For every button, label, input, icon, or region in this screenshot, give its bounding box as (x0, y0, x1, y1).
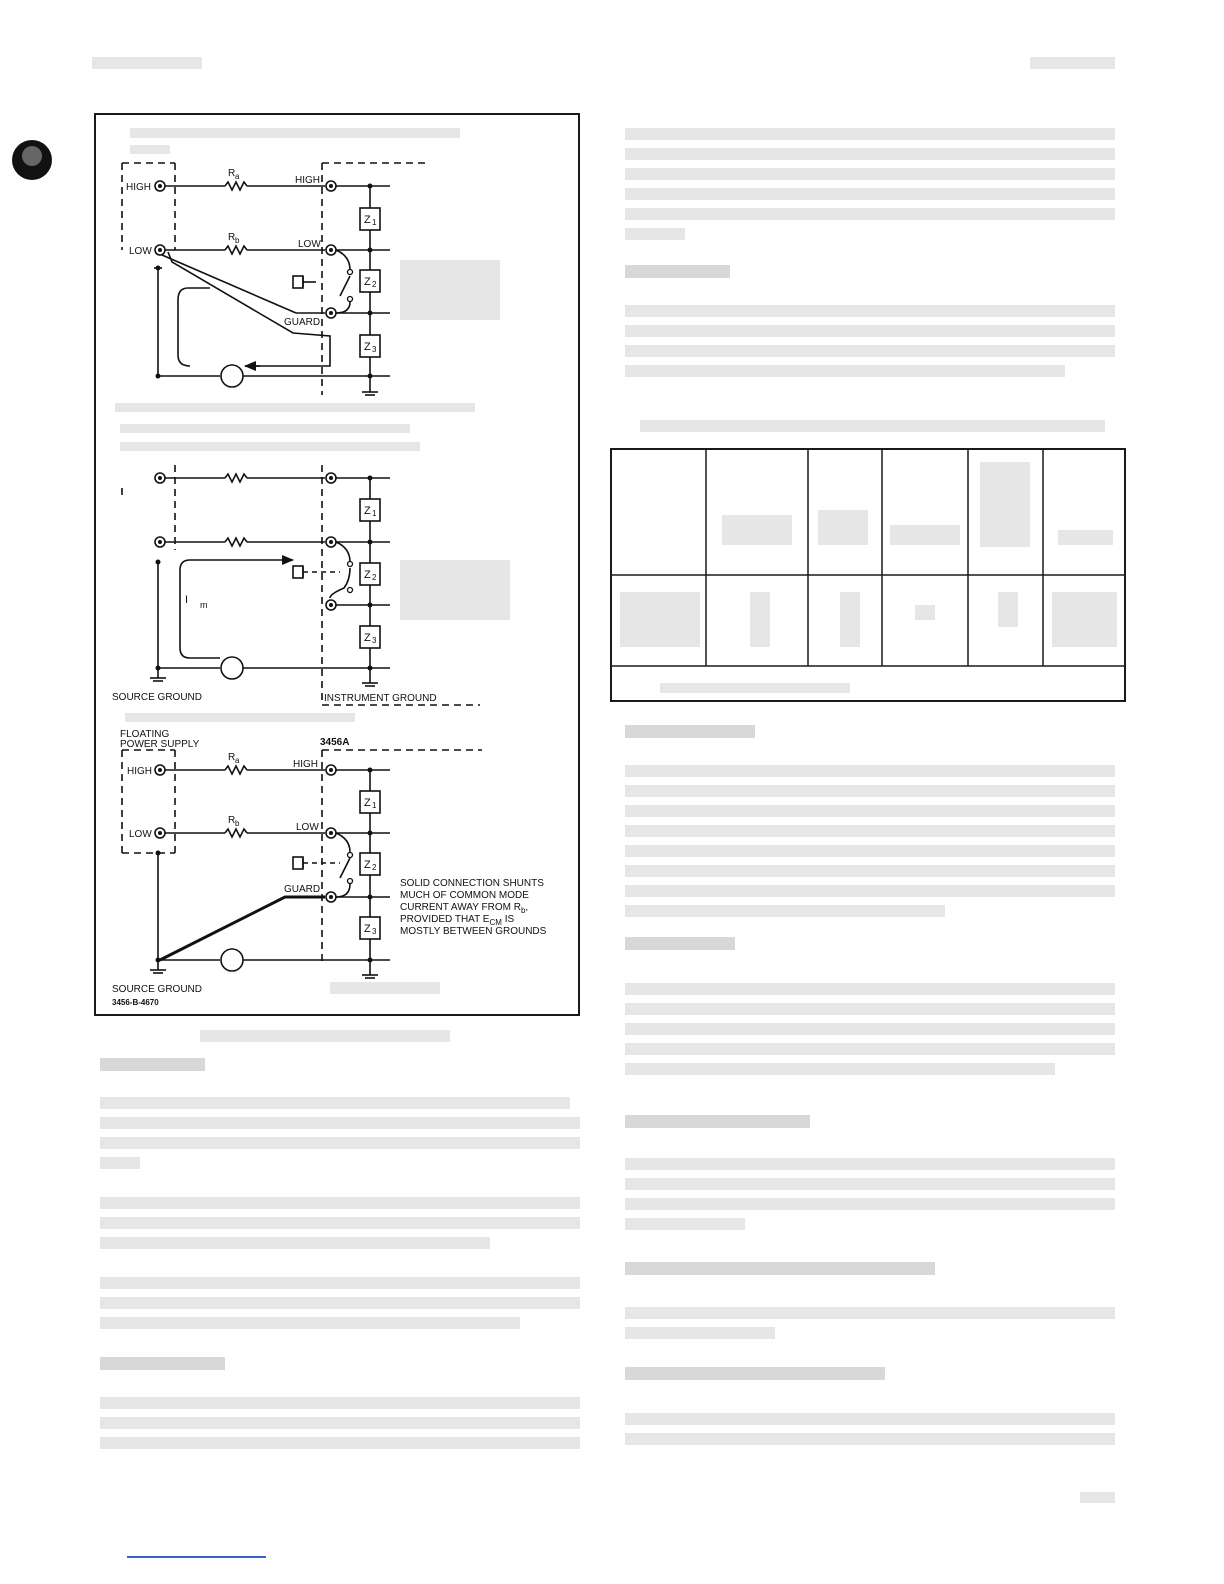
label-z2-b-sub: 2 (372, 573, 377, 582)
faded-text-line (100, 1297, 580, 1309)
faded-text-line (625, 1043, 1115, 1055)
faded-text-line (625, 825, 1115, 837)
faded-table-cell (620, 592, 700, 647)
faded-text-line (100, 1157, 140, 1169)
faded-text-line (625, 1198, 1115, 1210)
faded-text-line (625, 148, 1115, 160)
faded-table-cell (1052, 592, 1117, 647)
common-mode-source-c (221, 949, 243, 971)
faded-table-cell (818, 510, 868, 545)
faded-text-line (625, 208, 1115, 220)
annotation-line2: MUCH OF COMMON MODE (400, 890, 529, 901)
faded-table-cell (998, 592, 1018, 627)
label-low-source-c: LOW (129, 829, 152, 840)
label-z2-a-sub: 2 (372, 280, 377, 289)
label-instrument-name: 3456A (320, 737, 350, 748)
label-z1-b-sub: 1 (372, 509, 377, 518)
faded-table-footnote (660, 683, 850, 693)
faded-page-number (1080, 1492, 1115, 1503)
faded-text-line (100, 1397, 580, 1409)
faded-heading (100, 1058, 205, 1071)
faded-heading (625, 265, 730, 278)
faded-text-line (625, 128, 1115, 140)
label-low-instrument-a: LOW (298, 239, 321, 250)
label-guard-a: GUARD (284, 317, 321, 328)
label-instrument-ground-b: INSTRUMENT GROUND (324, 693, 437, 704)
annotation-line1: SOLID CONNECTION SHUNTS (400, 878, 544, 889)
faded-text-line (625, 905, 945, 917)
faded-figure-caption (200, 1030, 450, 1042)
label-rb-c-sub: b (235, 819, 240, 828)
label-z3-a-sub: 3 (372, 345, 377, 354)
label-high-source-a: HIGH (126, 182, 151, 193)
faded-text-line (625, 168, 1115, 180)
annotation-line3-tail: , (525, 902, 529, 913)
faded-table-cell (890, 525, 960, 545)
annotation-line4-tail: IS (501, 914, 515, 925)
faded-text-line (625, 305, 1115, 317)
label-z1-a: Z (364, 214, 371, 226)
label-rb-a: R (228, 232, 236, 243)
faded-text-line (625, 1433, 1115, 1445)
faded-text-line (625, 1218, 745, 1230)
faded-text-line (625, 345, 1115, 357)
faded-text-line (625, 1327, 775, 1339)
faded-text-line (100, 1317, 520, 1329)
annotation-line4-sub: CM (489, 918, 502, 927)
label-z3-b: Z (364, 632, 371, 644)
faded-text-line (625, 365, 1065, 377)
common-mode-source-a (221, 365, 243, 387)
faded-table-cell (722, 515, 792, 545)
guard-solid-connection (160, 897, 325, 960)
faded-table-cell (1058, 530, 1113, 545)
faded-heading (625, 1115, 810, 1128)
faded-text-line (100, 1197, 580, 1209)
label-z1-c: Z (364, 797, 371, 809)
label-z3-c-sub: 3 (372, 927, 377, 936)
faded-text-line (625, 1023, 1115, 1035)
label-z1-c-sub: 1 (372, 801, 377, 810)
faded-text-line (625, 228, 685, 240)
label-current-b-sub: m (200, 600, 208, 610)
label-z2-b: Z (364, 569, 371, 581)
faded-table-cell (750, 592, 770, 647)
faded-table-cell (980, 462, 1030, 547)
underline-mark (127, 1556, 266, 1558)
label-ra-c-sub: a (235, 756, 240, 765)
faded-text-line (625, 785, 1115, 797)
faded-text-line (100, 1097, 570, 1109)
faded-text-line (100, 1237, 490, 1249)
faded-text-line (625, 885, 1115, 897)
annotation-line3-sub: b (520, 906, 526, 915)
label-high-instrument-c: HIGH (293, 759, 318, 770)
annotation-line4-text: PROVIDED THAT E (400, 914, 490, 925)
faded-heading (625, 725, 755, 738)
faded-text-line (100, 1437, 580, 1449)
faded-text-line (625, 983, 1115, 995)
faded-text-line (625, 765, 1115, 777)
faded-table-cell (840, 592, 860, 647)
faded-text-line (100, 1217, 580, 1229)
label-ra-a: R (228, 168, 236, 179)
label-guard-c: GUARD (284, 884, 321, 895)
label-z2-c-sub: 2 (372, 863, 377, 872)
label-ra-c: R (228, 752, 236, 763)
table-grid (610, 448, 1126, 702)
label-source-ground-b: SOURCE GROUND (112, 692, 203, 703)
faded-heading (625, 1367, 885, 1380)
label-source-ground-c: SOURCE GROUND (112, 984, 203, 995)
faded-table-cell (915, 605, 935, 620)
label-z2-a: Z (364, 276, 371, 288)
faded-text-line (625, 1063, 1055, 1075)
label-rb-c: R (228, 815, 236, 826)
faded-table-title (640, 420, 1105, 432)
label-floating-line2: POWER SUPPLY (120, 739, 200, 750)
label-z2-c: Z (364, 859, 371, 871)
faded-text-line (625, 1413, 1115, 1425)
faded-text-line (100, 1277, 580, 1289)
label-current-b: I (185, 594, 189, 606)
label-z3-a: Z (364, 341, 371, 353)
faded-text-line (100, 1117, 580, 1129)
faded-text-line (625, 325, 1115, 337)
label-z1-b: Z (364, 505, 371, 517)
faded-text-line (625, 1003, 1115, 1015)
faded-text-line (625, 845, 1115, 857)
label-z3-c: Z (364, 923, 371, 935)
figure-code: 3456-B-4670 (112, 998, 159, 1007)
faded-text-line (625, 188, 1115, 200)
label-z3-b-sub: 3 (372, 636, 377, 645)
label-ra-a-sub: a (235, 172, 240, 181)
label-low-source-a: LOW (129, 246, 152, 257)
label-high-instrument-a: HIGH (295, 175, 320, 186)
annotation-line5: MOSTLY BETWEEN GROUNDS (400, 926, 547, 937)
faded-heading (625, 937, 735, 950)
faded-heading (100, 1357, 225, 1370)
faded-text-line (625, 805, 1115, 817)
label-low-instrument-c: LOW (296, 822, 319, 833)
faded-text-line (625, 865, 1115, 877)
faded-text-line (100, 1417, 580, 1429)
faded-heading (625, 1262, 935, 1275)
label-floating-line1: FLOATING (120, 729, 170, 740)
faded-text-line (100, 1137, 580, 1149)
faded-text-line (625, 1178, 1115, 1190)
label-rb-a-sub: b (235, 236, 240, 245)
annotation-line3-text: CURRENT AWAY FROM R (400, 902, 521, 913)
faded-text-line (625, 1307, 1115, 1319)
label-z1-a-sub: 1 (372, 218, 377, 227)
faded-text-line (625, 1158, 1115, 1170)
faded-table (610, 448, 1126, 702)
common-mode-source-b (221, 657, 243, 679)
label-high-source-c: HIGH (127, 766, 152, 777)
